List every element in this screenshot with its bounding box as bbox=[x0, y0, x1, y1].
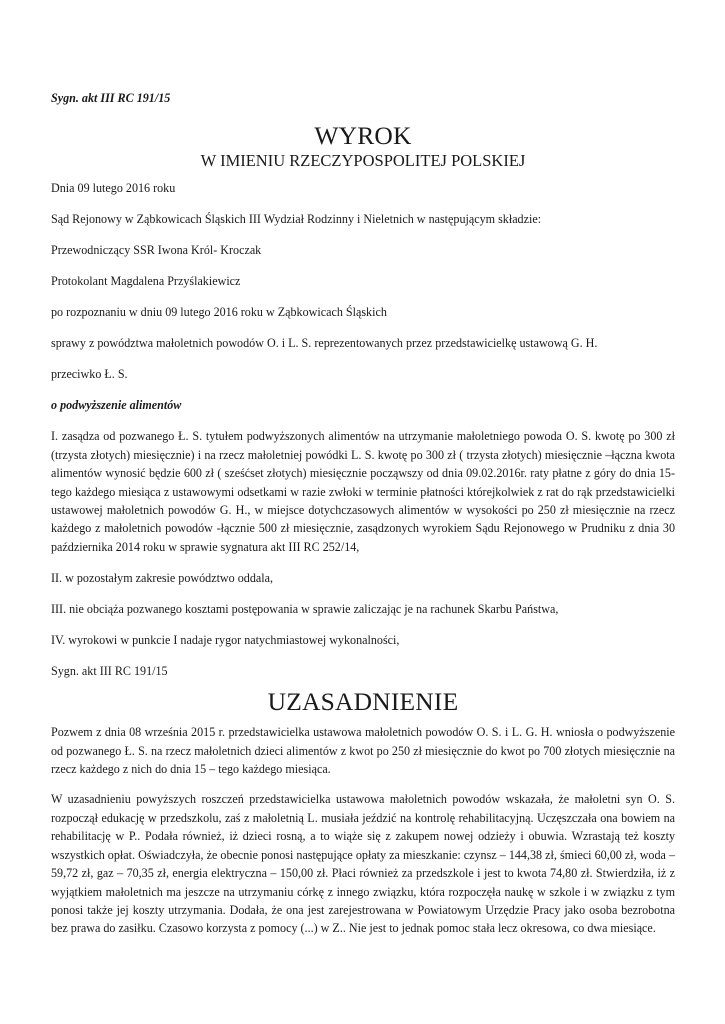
chair-line: Przewodniczący SSR Iwona Król- Kroczak bbox=[51, 243, 262, 258]
hearing-line: po rozpoznaniu w dniu 09 lutego 2016 roku w Ząbkowicach Śląskich bbox=[51, 305, 387, 320]
ruling-point-1: I. zasądza od pozwanego Ł. S. tytułem podwyższonych alimentów na utrzymanie małoletniego powoda O. S. kwotę po 300 zł (trzysta złotych) miesięcznie) i na rzecz małoletniej powódki L. S. kwotę po 300 zł ( trzysta złotych) miesięcznie –łączna kwota alimentów wynosić będzie 600 zł ( sześćset złotych) miesięcznie począwszy od dnia 09.02.2016r. raty płatne z góry do dnia 15-tego każdego miesiąca z ustawowymi odsetkami w razie zwłoki w terminie płatności którejkolwiek z rat do rąk przedstawicielki ustawowej małoletnich powodów G. H., w miejsce dotychczasowych alimentów w wysokości po 250 zł miesięcznie na rzecz każdego z małoletnich powodów -łącznie 500 zł miesięcznie, zasądzonych wyrokiem Sądu Rejonowego w Prudniku z dnia 30 października 2014 roku w sprawie sygnatura akt III RC 252/14, bbox=[51, 429, 675, 554]
court-line: Sąd Rejonowy w Ząbkowicach Śląskich III Wydział Rodzinny i Nieletnich w następującym składzie: bbox=[51, 212, 542, 227]
against-line: przeciwko Ł. S. bbox=[51, 367, 128, 382]
case-signature-top: Sygn. akt III RC 191/15 bbox=[51, 91, 171, 105]
judgment-subtitle: W IMIENIU RZECZYPOSPOLITEJ POLSKIEJ bbox=[200, 151, 526, 171]
case-line: sprawy z powództwa małoletnich powodów O. i L. S. reprezentowanych przez przedstawicielkę ustawową G. H. bbox=[51, 336, 598, 351]
case-signature-bottom: Sygn. akt III RC 191/15 bbox=[51, 663, 168, 678]
subject-line: o podwyższenie alimentów bbox=[51, 398, 182, 413]
ruling-point-3: III. nie obciąża pozwanego kosztami postępowania w sprawie zaliczając je na rachunek Skarbu Państwa, bbox=[51, 601, 559, 616]
justification-paragraph-1: Pozwem z dnia 08 września 2015 r. przedstawicielka ustawowa małoletnich powodów O. S. i L. G. H. wniosła o podwyższenie od pozwanego Ł. S. na rzecz małoletnich dzieci alimentów z kwot po 250 zł miesięcznie do kwot po 700 złotych miesięcznie na rzecz każdego z nich do dnia 15 – tego każdego miesiąca. bbox=[51, 725, 675, 777]
date-line: Dnia 09 lutego 2016 roku bbox=[51, 181, 176, 196]
ruling-point-4: IV. wyrokowi w punkcie I nadaje rygor natychmiastowej wykonalności, bbox=[51, 632, 400, 647]
justification-paragraph-2: W uzasadnieniu powyższych roszczeń przedstawicielka ustawowa małoletnich powodów wskazała, że małoletni syn O. S. rozpoczął edukację w przedszkolu, zaś z małoletnią L. musiała jeździć na kontrolę rehabilitacyjną. Uczęszczała ona bowiem na rehabilitację w P.. Podała również, iż dzieci rosną, a to wiąże się z zakupem nowej odzieży i obuwia. Wzrastają też koszty wszystkich opłat. Oświadczyła, że obecnie ponosi następujące opłaty za mieszkanie: czynsz – 144,38 zł, śmieci 60,00 zł, woda – 59,72 zł, gaz – 70,35 zł, energia elektryczna – 150,00 zł. Płaci również za przedszkole i jest to kwota 74,80 zł. Stwierdziła, iż z wyjątkiem małoletnich ma jeszcze na utrzymaniu córkę z innego związku, która rozpoczęła naukę w szkole i w związku z tym ponosi także jej koszty utrzymania. Dodała, że ona jest zarejestrowana w Powiatowym Urzędzie Pracy jako osoba bezrobotna bez prawa do zasiłku. Czasowo korzysta z pomocy (...) w Z.. Nie jest to jednak pomoc stała lecz okresowa, co dwa miesiące. bbox=[51, 792, 675, 936]
judgment-title: WYROK bbox=[314, 121, 412, 151]
ruling-point-2: II. w pozostałym zakresie powództwo oddala, bbox=[51, 570, 273, 585]
clerk-line: Protokolant Magdalena Przyślakiewicz bbox=[51, 274, 241, 289]
justification-title: UZASADNIENIE bbox=[267, 687, 459, 717]
